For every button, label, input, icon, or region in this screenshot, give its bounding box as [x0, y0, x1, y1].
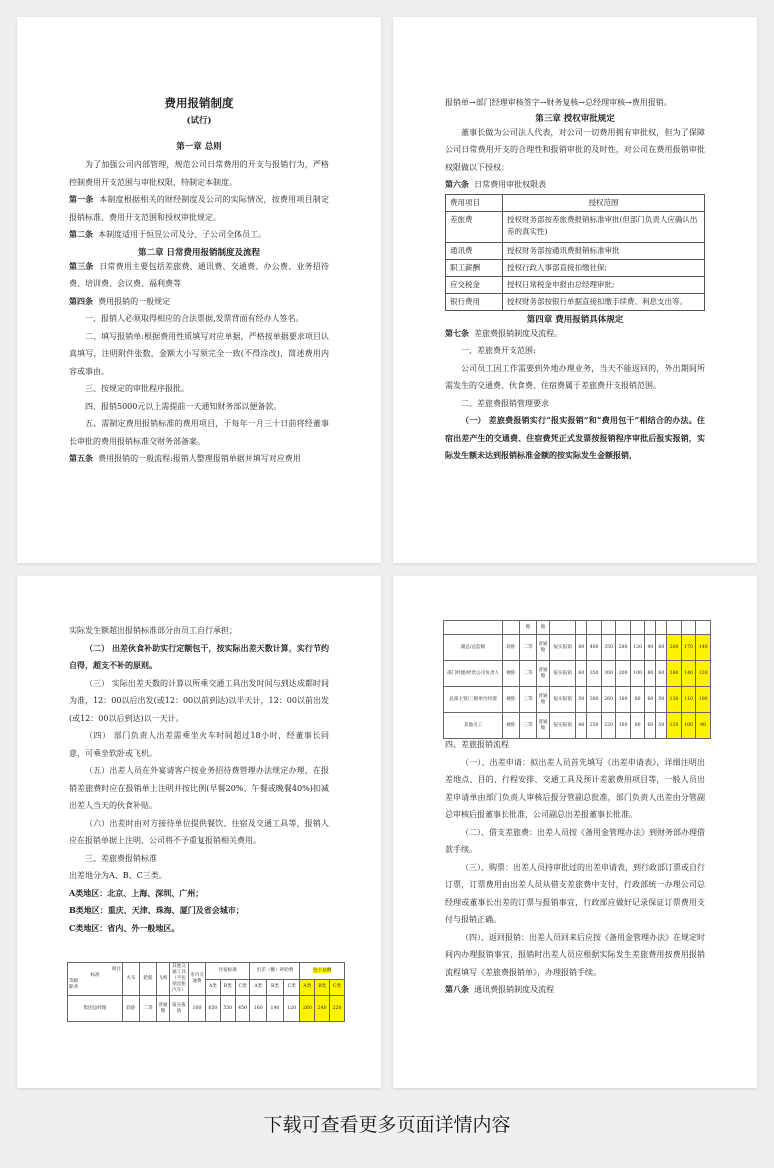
paragraph: （四）、返回报销：出差人员回来后应按《备用金管理办法》在规定时间内办理报销事宜，报销时出差人员应根据实际发生差旅费用按费用报销流程填写《差旅费报销单》，办理报销手续。 [445, 932, 705, 977]
paragraph: 实际发生额超出报销标准部分由员工自行承担； [69, 626, 237, 635]
table-header-cell: 市内交通费 [189, 963, 206, 996]
download-more-caption[interactable]: 下载可查看更多页面详情内容 [263, 1114, 511, 1136]
table-row [446, 293, 705, 310]
table-row [446, 276, 705, 293]
table-cell: 银行费用 [446, 293, 503, 310]
article-text: 日常费用审批权限表 [474, 180, 547, 189]
article [69, 226, 329, 244]
article-label: 第七条 [445, 327, 469, 338]
article-text: 费用报销的一般规定 [98, 296, 171, 306]
article-text: 通讯费报销制度及流程 [474, 985, 555, 994]
paragraph: （四） 部门负责人出差需乘坐火车时间超过18小时，经董事长同意，可乘坐软卧或飞机。 [69, 731, 329, 758]
table-header-row: A类 B类 C类 A类 B类 C类 A类 B类 C类 [68, 979, 345, 996]
travel-standard-table-wrap [67, 962, 345, 1022]
article [445, 325, 705, 343]
table-header-cell: 火车 [123, 963, 140, 996]
table-row: 总部主管/三级单位经理 硬卧 三等 普通舱 报实报销 50 300 260 180 80 60 50 130 110 100 [444, 687, 711, 713]
article-label: 第一条 [69, 194, 94, 204]
table-cell: 应交税金 [446, 276, 503, 293]
article [445, 981, 705, 999]
paragraph: 出差地分为A、B、C三类。 [69, 871, 167, 880]
section-heading: 二、差旅费报销管理要求 [461, 398, 549, 408]
article-text: 日常费用主要包括差旅费、通讯费、交通费、办公费、业务招待费、培训费、会议费、福利费等 [69, 261, 330, 288]
article [69, 191, 329, 226]
article-label: 第五条 [69, 453, 93, 463]
document-page-4 [393, 576, 757, 1088]
chapter-heading: 第一章 总则 [176, 142, 222, 152]
paragraph: （二）、借支差旅费：出差人员按《备用金管理办法》到财务部办理借款手续。 [445, 827, 705, 854]
area-b: B类地区：重庆、天津、珠海、厦门及省会城市； [69, 905, 244, 915]
area-a: A类地区：北京、上海、深圳、广州； [69, 887, 204, 898]
table-header-cell: 其他交通工具（不包括出租汽车） [170, 963, 189, 996]
table-row: 舱 舱 [444, 621, 711, 635]
paragraph: （二） 出差伙食补助实行定额包干，按实际出差天数计算，实行节约自得，超支不补的原则。 [69, 642, 329, 670]
list-item: 五、需制定费用报销标准的费用项目，于每年一月三十日前将经董事长审批的费用报销标准交财务部备案。 [69, 419, 329, 446]
table-cell: 差旅费 [446, 211, 503, 242]
table-header-cell: 住宿标准 [206, 963, 250, 980]
table-cell: 通讯费 [446, 242, 503, 259]
chapter-heading: 第四章 费用报销具体规定 [526, 314, 624, 325]
paragraph: 报销单→部门经理审核签字→财务复核→总经理审核→费用报销。 [445, 98, 672, 107]
table-cell: 授权财务部按银行单据直接扣缴手续费、利息支出等。 [503, 293, 705, 310]
authorization-table [445, 194, 705, 311]
table-row [446, 259, 705, 276]
article [69, 293, 329, 311]
table-cell: 职工薪酬 [446, 259, 503, 276]
chapter-heading: 第二章 日常费用报销制度及流程 [138, 247, 260, 258]
article [69, 258, 329, 293]
paragraph: 为了加强公司内部管理，规范公司日常费用的开支与报销行为，严格控制费用开支范围与审批权限，特制定本制度。 [69, 160, 329, 187]
table-cell: 授权日常税金申报由总经理审批; [503, 276, 705, 293]
article [69, 450, 329, 468]
section-heading: 三、差旅费报销标准 [85, 853, 157, 863]
table-row [446, 211, 705, 242]
list-item: 三、按规定的审批程序报批。 [85, 384, 189, 393]
table-row [446, 242, 705, 259]
travel-standard-table-continued [443, 620, 711, 739]
table-header-row [68, 963, 345, 980]
table-row: 集团总经理 软卧 二等 普通舱 报实报销 100 650 550 450 160 140 120 260 240 220 [68, 996, 345, 1022]
article-text: 本制度根据相关的财经制度及公司的实际情况，按费用项目制定报销标准、费用开支范围和授权审批规定。 [69, 195, 330, 222]
table-row: 其他员工 硬卧 三等 普通舱 报实报销 40 250 220 160 80 60 50 120 100 90 [444, 713, 711, 739]
paragraph: （一） 差旅费报销实行“报实报销”和“费用包干”相结合的办法。住宿出差产生的交通费、住宿费凭正式发票按报销程序审批后报实报销，实际发生额未达到报销标准金额的按实际发生金额报销， [445, 415, 705, 460]
list-item: 二、填写报销单:根据费用性质填写对应单据，严格按单据要求项目认真填写，注明附件张数，金额大小写须完全一致(不得涂改)，简述费用内容或事由。 [69, 331, 329, 376]
table-header-cell: 包干总额 [300, 963, 345, 980]
document-title: 费用报销制度 [164, 96, 234, 110]
article-text: 本制度适用于恒昱公司及分、子公司全体员工。 [98, 230, 267, 239]
table-header-cell: 出差（餐）补助费 [250, 963, 300, 980]
article-label: 第六条 [445, 179, 469, 189]
document-page-3 [17, 576, 381, 1088]
article-label: 第二条 [69, 229, 93, 239]
table-cell: 授权财务部按通讯费报销标准审批 [503, 242, 705, 259]
paragraph: （三） 实际出差天数的计算以所乘交通工具出发时间与到达成都时间为准，12：00以后出发(或12：00以前到达)以半天计，12：00以前出发(或12：00以后到达)以一天计。 [69, 678, 329, 723]
travel-standard-table [67, 962, 345, 1022]
paragraph: （六）出差时由对方接待单位提供餐饮、住宿及交通工具等，报销人应在报销单据上注明，公司将不予重复报销相关费用。 [69, 818, 329, 845]
table-header-cell: 费用项目 [446, 194, 503, 211]
table-header-cell: 轮船 [140, 963, 157, 996]
paragraph: 董事长做为公司法人代表，对公司一切费用拥有审批权，但为了保障公司日常费用开支的合理性和报销审批的及时性，对公司在费用报销审批权限做以下授权： [445, 127, 705, 172]
area-c: C类地区：省内、外一般地区。 [69, 922, 180, 933]
diagonal-header-cell: 项目 标准 等级 职务 [68, 963, 123, 996]
table-header-cell: 飞机 [157, 963, 170, 996]
document-subtitle: (试行) [186, 116, 212, 126]
article-label: 第三条 [69, 260, 94, 271]
paragraph: （三）、购票：出差人员持审批过的出差申请表，到行政部订票或自行订票，订票费用由出差人员从借支差旅费中支付，行政部统一办理公司总经理或董事长出差的订票与报销事宜，行政部应做好记录保证订票费用支付与报销正确。 [445, 862, 705, 924]
table-header-cell: 授权范围 [503, 194, 705, 211]
table-header-row [446, 194, 705, 211]
paragraph: 公司员工因工作需要到外地办理业务，当天不能返回的，外出期间所需发生的交通费、伙食费、住宿费属于差旅费开支报销范围。 [445, 363, 705, 390]
travel-standard-table-continued-wrap [443, 620, 711, 739]
article [445, 176, 705, 194]
section-heading: 一、差旅费开支范围: [461, 346, 536, 355]
list-item: 四、报销5000元以上需提前一天通知财务部以便备款。 [85, 401, 282, 411]
paragraph: （五）出差人员在外宴请客户按业务招待费管理办法规定办理，在报销差旅费时应在报销单上注明并按比例(早餐20%、午餐或晚餐40%)扣减出差人当天的伙食补贴。 [69, 766, 329, 810]
table-row: 部门经理/经营公司负责人 硬卧 二等 普通舱 报实报销 60 350 300 200 100 80 60 160 140 120 [444, 661, 711, 687]
chapter-heading: 第三章 授权审批规定 [535, 113, 615, 124]
article-text: 费用报销的一般流程:报销人整理报销单据并填写对应费用 [98, 454, 301, 463]
article-label: 第四条 [69, 295, 93, 306]
table-cell: 授权行政人事部直接扣缴社保; [503, 259, 705, 276]
paragraph: （一）、出差申请：拟出差人员首先填写《出差申请表》，详细注明出差地点、目的、行程安排、交通工具及预计差旅费用项目等，一般人员出差申请单由部门负责人审核后报分管副总批准，部门负责人出差由分管副总审核后报董事长批准，公司副总出差报董事长批准。 [445, 757, 705, 819]
article-label: 第八条 [445, 984, 469, 994]
table-row: 副总/总监级 软卧 二等 普通舱 报实报销 80 400 350 280 120 90 60 200 170 140 [444, 635, 711, 661]
table-cell: 授权财务部按差旅费报销标准审批(但部门负责人应确认出差的真实性) [503, 211, 705, 242]
article-text: 差旅费报销制度及流程。 [474, 328, 563, 338]
section-heading: 四、差旅报销流程 [445, 740, 509, 749]
document-page-2 [393, 17, 757, 563]
document-page-1 [17, 17, 381, 563]
list-item: 一、报销人必须取得相应的合法票据,发票背面有经办人签名。 [85, 314, 304, 323]
